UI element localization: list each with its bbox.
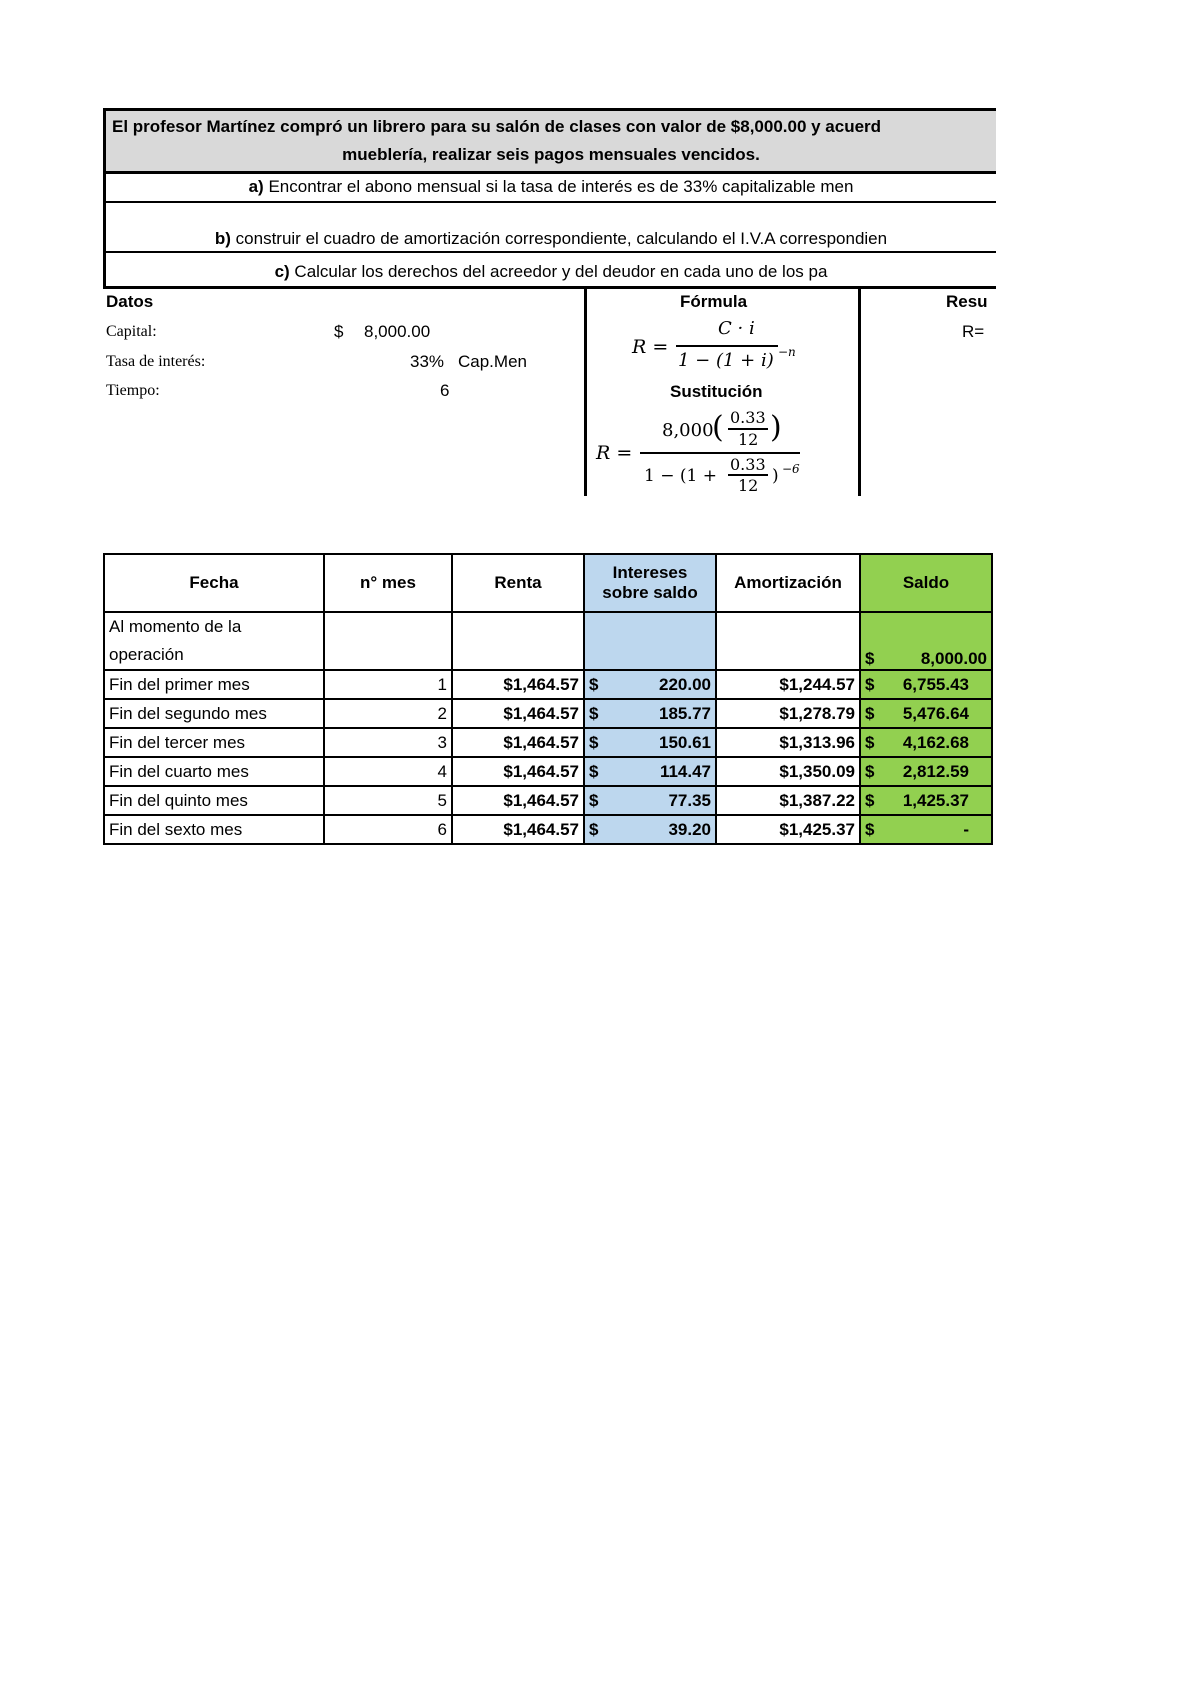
cell-fecha: Fin del primer mes (104, 670, 324, 699)
tiempo-value: 6 (440, 381, 450, 400)
cell-amortizacion: $1,244.57 (716, 670, 860, 699)
cell-renta-initial (452, 612, 584, 670)
saldo-currency: $ (865, 790, 875, 810)
resultado-r-label: R= (962, 322, 985, 341)
sust-paren-close: ) (770, 410, 782, 445)
cell-intereses (584, 670, 716, 699)
intereses-value: 114.47 (659, 761, 711, 781)
cell-renta: $1,464.57 (452, 699, 584, 728)
header-intereses-line2: sobre saldo (602, 583, 698, 602)
tasa-value: 33% (410, 352, 445, 371)
initial-saldo-currency: $ (865, 649, 875, 668)
cell-saldo-initial (860, 612, 992, 670)
cell-intereses (584, 786, 716, 815)
cell-saldo (860, 699, 992, 728)
table-row (104, 670, 992, 699)
cell-saldo (860, 815, 992, 844)
cell-saldo (860, 757, 992, 786)
table-row (104, 699, 992, 728)
sust-r: R = (596, 442, 633, 464)
table-row (104, 786, 992, 815)
problem-line-1: El profesor Martínez compró un librero para su salón de clases con valor de $8,000.00 y acuerd (112, 117, 882, 136)
saldo-currency: $ (865, 819, 875, 839)
intereses-currency: $ (589, 732, 599, 752)
sust-num-months: 12 (738, 430, 759, 449)
capital-value: 8,000.00 (364, 322, 431, 341)
table-row (104, 757, 992, 786)
question-a-label: a) (248, 177, 264, 196)
cell-amortizacion: $1,425.37 (716, 815, 860, 844)
cell-intereses (584, 757, 716, 786)
separator-datos-formula (584, 286, 587, 496)
cell-amortizacion: $1,350.09 (716, 757, 860, 786)
cell-intereses (584, 699, 716, 728)
intereses-currency: $ (589, 819, 599, 839)
saldo-value: 5,476.64 (902, 703, 969, 723)
cell-renta: $1,464.57 (452, 670, 584, 699)
initial-saldo-value: 8,000.00 (920, 649, 987, 668)
intereses-currency: $ (589, 674, 599, 694)
initial-fecha-line1: Al momento de la (109, 617, 242, 636)
cell-intereses (584, 728, 716, 757)
problem-title (106, 111, 996, 174)
cell-renta: $1,464.57 (452, 815, 584, 844)
sust-den-months: 12 (738, 476, 759, 495)
cell-amortizacion: $1,387.22 (716, 786, 860, 815)
saldo-currency: $ (865, 732, 875, 752)
saldo-value: 1,425.37 (902, 790, 969, 810)
formula-heading: Fórmula (680, 292, 748, 311)
cell-mes: 3 (324, 728, 452, 757)
cell-fecha: Fin del quinto mes (104, 786, 324, 815)
cell-mes-initial (324, 612, 452, 670)
cell-mes: 1 (324, 670, 452, 699)
saldo-currency: $ (865, 703, 875, 723)
header-fecha: Fecha (104, 554, 324, 612)
resultado-heading: Resu (946, 292, 988, 311)
saldo-value: - (963, 819, 969, 839)
header-saldo: Saldo (860, 554, 992, 612)
tasa-unit: Cap.Men (458, 352, 527, 371)
capital-currency: $ (334, 322, 344, 341)
cell-fecha: Fin del tercer mes (104, 728, 324, 757)
intereses-value: 220.00 (659, 674, 711, 694)
table-row-initial (104, 612, 992, 670)
sust-fraction-bar (640, 452, 800, 454)
cell-mes: 4 (324, 757, 452, 786)
question-b-text: construir el cuadro de amortización correspondiente, calculando el I.V.A correspondien (230, 229, 888, 248)
intereses-currency: $ (589, 790, 599, 810)
cell-saldo (860, 786, 992, 815)
saldo-currency: $ (865, 674, 875, 694)
formula-denominator: 1 − (1 + i) (678, 350, 774, 371)
cell-saldo (860, 670, 992, 699)
formula-exponent: −n (778, 345, 796, 359)
header-renta: Renta (452, 554, 584, 612)
table-row (104, 728, 992, 757)
table-row (104, 815, 992, 844)
cell-mes: 6 (324, 815, 452, 844)
question-c-text: Calcular los derechos del acreedor y del deudor en cada uno de los pa (289, 262, 828, 281)
header-intereses-line1: Intereses (612, 563, 688, 582)
header-amortizacion: Amortización (716, 554, 860, 612)
amortization-table (103, 553, 993, 845)
cell-amortizacion: $1,313.96 (716, 728, 860, 757)
cell-mes: 2 (324, 699, 452, 728)
sust-num-rate: 0.33 (730, 408, 766, 427)
table-body (104, 670, 992, 844)
cell-intereses-initial (584, 612, 716, 670)
sust-coef: 8,000 (662, 420, 714, 441)
intereses-currency: $ (589, 761, 599, 781)
cell-amortizacion-initial (716, 612, 860, 670)
cell-renta: $1,464.57 (452, 757, 584, 786)
intereses-value: 185.77 (659, 703, 711, 723)
cell-renta: $1,464.57 (452, 786, 584, 815)
sust-exponent: −6 (782, 462, 800, 476)
cell-fecha-initial (104, 612, 324, 670)
cell-renta: $1,464.57 (452, 728, 584, 757)
table-header-row (104, 554, 992, 612)
saldo-value: 4,162.68 (902, 732, 969, 752)
cell-fecha: Fin del segundo mes (104, 699, 324, 728)
question-c-label: c) (274, 262, 290, 281)
formula-numerator: C · i (718, 318, 755, 339)
question-c (106, 262, 996, 289)
question-a (106, 177, 996, 203)
formula-r: R = (632, 336, 669, 358)
cell-fecha: Fin del cuarto mes (104, 757, 324, 786)
cell-fecha: Fin del sexto mes (104, 815, 324, 844)
separator-formula-resultado (858, 286, 861, 496)
capital-label: Capital: (106, 323, 157, 340)
problem-line-2: mueblería, realizar seis pagos mensuales vencidos. (342, 145, 760, 164)
initial-fecha-line2: operación (109, 645, 184, 664)
header-mes: n° mes (324, 554, 452, 612)
cell-saldo (860, 728, 992, 757)
datos-heading: Datos (106, 292, 154, 311)
intereses-currency: $ (589, 703, 599, 723)
formula-fraction-bar (676, 345, 778, 347)
cell-mes: 5 (324, 786, 452, 815)
sust-den-rate: 0.33 (730, 455, 766, 474)
question-b (106, 229, 996, 253)
question-b-label: b) (214, 229, 231, 248)
intereses-value: 150.61 (659, 732, 711, 752)
sustitucion-heading: Sustitución (670, 382, 763, 401)
tiempo-label: Tiempo: (106, 382, 160, 399)
sust-den-prefix: 1 − (1 + (644, 466, 717, 486)
intereses-value: 39.20 (668, 819, 711, 839)
intereses-value: 77.35 (668, 790, 711, 810)
question-a-text: Encontrar el abono mensual si la tasa de interés es de 33% capitalizable men (263, 177, 854, 196)
saldo-value: 6,755.43 (902, 674, 969, 694)
cell-amortizacion: $1,278.79 (716, 699, 860, 728)
problem-box (103, 108, 996, 289)
saldo-currency: $ (865, 761, 875, 781)
cell-intereses (584, 815, 716, 844)
header-intereses (584, 554, 716, 612)
sust-den-suffix: ) (772, 466, 779, 486)
saldo-value: 2,812.59 (902, 761, 969, 781)
sust-paren-open: ( (712, 410, 724, 445)
tasa-label: Tasa de interés: (106, 353, 206, 370)
